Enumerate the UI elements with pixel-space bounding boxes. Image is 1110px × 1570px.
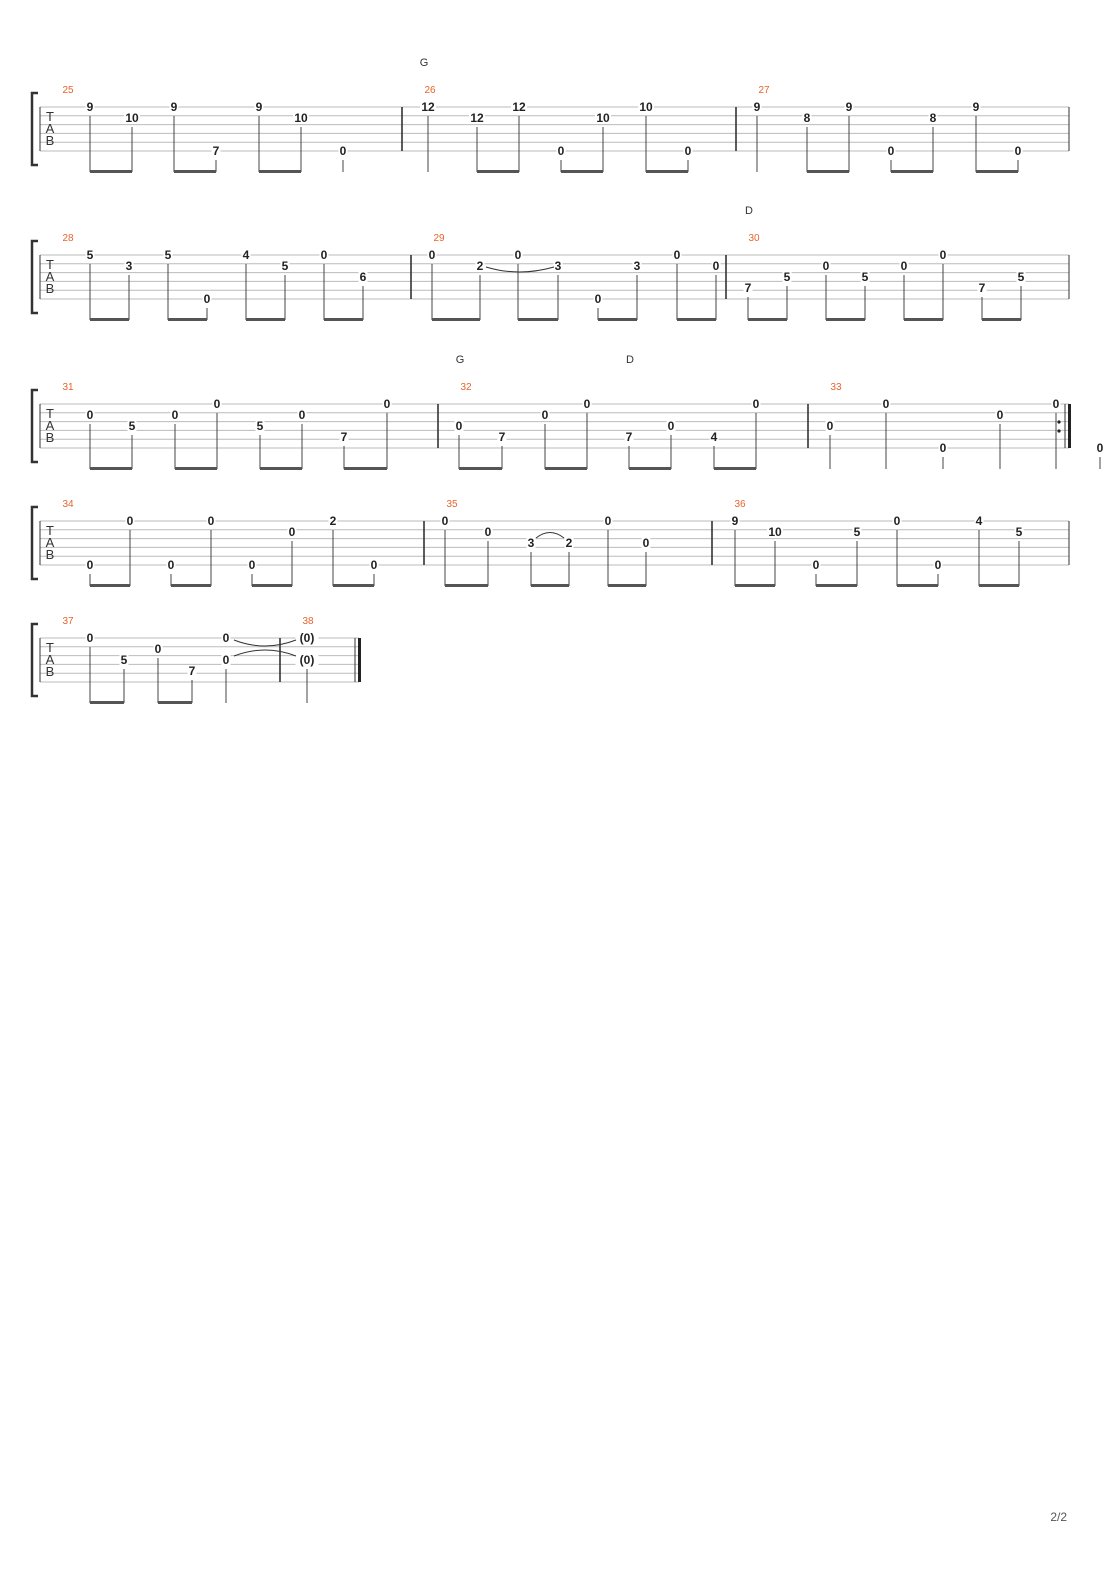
- fret-number: 5: [164, 248, 172, 262]
- tab-clef-letter: A: [45, 652, 55, 667]
- fret-number: 5: [128, 419, 136, 433]
- fret-number: 0: [207, 514, 215, 528]
- fret-number: 5: [1015, 525, 1023, 539]
- fret-number: 0: [604, 514, 612, 528]
- fret-number: 0: [1014, 144, 1022, 158]
- fret-number: 2: [476, 259, 484, 273]
- final-barline-thick: [358, 638, 361, 682]
- beam: [477, 170, 519, 173]
- fret-number: 0: [1096, 441, 1104, 455]
- fret-number: 0: [583, 397, 591, 411]
- tab-clef-letter: B: [45, 430, 55, 445]
- beam: [897, 584, 938, 587]
- beam: [90, 467, 132, 470]
- beam: [158, 701, 192, 704]
- fret-number: 4: [242, 248, 250, 262]
- system-bracket: [32, 241, 38, 313]
- tab-clef-letter: T: [46, 109, 54, 124]
- measure-number: 38: [302, 616, 314, 627]
- fret-number: 0: [939, 441, 947, 455]
- fret-number: 0: [441, 514, 449, 528]
- fret-number: 12: [512, 100, 526, 114]
- beam: [90, 584, 130, 587]
- fret-number: 5: [1017, 270, 1025, 284]
- fret-number: 9: [731, 514, 739, 528]
- beam: [518, 318, 558, 321]
- fret-number: 5: [281, 259, 289, 273]
- tab-clef-letter: A: [45, 418, 55, 433]
- fret-number: 10: [639, 100, 653, 114]
- measure-number: 30: [748, 233, 760, 244]
- tie-arc: [234, 640, 296, 646]
- fret-number: 0: [557, 144, 565, 158]
- beam: [714, 467, 756, 470]
- fret-number: 0: [248, 558, 256, 572]
- fret-number: 0: [339, 144, 347, 158]
- beam: [826, 318, 865, 321]
- fret-number: (0): [299, 653, 315, 667]
- beam: [891, 170, 933, 173]
- fret-number: 0: [484, 525, 492, 539]
- measure-number: 27: [758, 85, 770, 96]
- fret-number: 0: [86, 631, 94, 645]
- fret-number: 0: [1052, 397, 1060, 411]
- fret-number: 4: [710, 430, 718, 444]
- tab-clef-letter: B: [45, 664, 55, 679]
- fret-number: 9: [86, 100, 94, 114]
- fret-number: 0: [996, 408, 1004, 422]
- fret-number: 5: [256, 419, 264, 433]
- fret-number: 0: [893, 514, 901, 528]
- beam: [816, 584, 857, 587]
- beam: [344, 467, 387, 470]
- beam: [545, 467, 587, 470]
- fret-number: 0: [213, 397, 221, 411]
- fret-number: 0: [642, 536, 650, 550]
- chord-symbol: D: [626, 354, 634, 366]
- measure-number: 25: [62, 85, 74, 96]
- measure-number: 32: [460, 382, 472, 393]
- beam: [246, 318, 285, 321]
- fret-number: 6: [359, 270, 367, 284]
- fret-number: 0: [752, 397, 760, 411]
- measure-number: 28: [62, 233, 74, 244]
- tab-clef-letter: T: [46, 640, 54, 655]
- fret-number: 10: [596, 111, 610, 125]
- beam: [735, 584, 775, 587]
- fret-number: 0: [514, 248, 522, 262]
- beam: [531, 584, 569, 587]
- fret-number: 0: [370, 558, 378, 572]
- system-bracket: [32, 93, 38, 165]
- fret-number: 3: [633, 259, 641, 273]
- fret-number: 0: [900, 259, 908, 273]
- fret-number: 7: [625, 430, 633, 444]
- fret-number: 0: [203, 292, 211, 306]
- repeat-dot: [1057, 420, 1060, 423]
- fret-number: 2: [329, 514, 337, 528]
- fret-number: 3: [125, 259, 133, 273]
- fret-number: 0: [541, 408, 549, 422]
- fret-number: 0: [887, 144, 895, 158]
- fret-number: 7: [212, 144, 220, 158]
- fret-number: 10: [768, 525, 782, 539]
- repeat-dot: [1057, 429, 1060, 432]
- measure-number: 33: [830, 382, 842, 393]
- beam: [90, 701, 124, 704]
- fret-number: 0: [320, 248, 328, 262]
- fret-number: 0: [126, 514, 134, 528]
- tie-arc: [486, 267, 554, 272]
- fret-number: 3: [554, 259, 562, 273]
- beam: [807, 170, 849, 173]
- fret-number: 0: [222, 653, 230, 667]
- fret-number: 4: [975, 514, 983, 528]
- fret-number: 10: [125, 111, 139, 125]
- fret-number: 0: [383, 397, 391, 411]
- fret-number: 0: [86, 558, 94, 572]
- fret-number: 7: [340, 430, 348, 444]
- fret-number: 3: [527, 536, 535, 550]
- measure-number: 26: [424, 85, 436, 96]
- fret-number: 9: [255, 100, 263, 114]
- beam: [432, 318, 480, 321]
- beam: [608, 584, 646, 587]
- beam: [677, 318, 716, 321]
- fret-number: 0: [667, 419, 675, 433]
- fret-number: 5: [853, 525, 861, 539]
- fret-number: 0: [86, 408, 94, 422]
- fret-number: 0: [712, 259, 720, 273]
- fret-number: 0: [812, 558, 820, 572]
- fret-number: 10: [294, 111, 308, 125]
- tie-arc: [536, 533, 564, 539]
- tab-clef-letter: B: [45, 281, 55, 296]
- fret-number: 0: [455, 419, 463, 433]
- system-bracket: [32, 624, 38, 696]
- fret-number: 5: [861, 270, 869, 284]
- tab-clef-letter: A: [45, 121, 55, 136]
- fret-number: 0: [154, 642, 162, 656]
- fret-number: 9: [170, 100, 178, 114]
- beam: [459, 467, 502, 470]
- tab-clef-letter: B: [45, 133, 55, 148]
- fret-number: 0: [939, 248, 947, 262]
- beam: [171, 584, 211, 587]
- tab-clef-letter: A: [45, 269, 55, 284]
- tab-clef-letter: T: [46, 523, 54, 538]
- beam: [646, 170, 688, 173]
- fret-number: 9: [845, 100, 853, 114]
- fret-number: 0: [298, 408, 306, 422]
- beam: [90, 170, 132, 173]
- measure-number: 31: [62, 382, 74, 393]
- fret-number: 0: [594, 292, 602, 306]
- beam: [445, 584, 488, 587]
- fret-number: 5: [86, 248, 94, 262]
- page-number: 2/2: [1050, 1510, 1067, 1524]
- fret-number: 12: [470, 111, 484, 125]
- measure-number: 35: [446, 499, 458, 510]
- chord-symbol: D: [745, 205, 753, 217]
- beam: [598, 318, 637, 321]
- fret-number: 9: [972, 100, 980, 114]
- beam: [561, 170, 603, 173]
- measure-number: 37: [62, 616, 74, 627]
- fret-number: 7: [744, 281, 752, 295]
- fret-number: 0: [288, 525, 296, 539]
- measure-number: 29: [433, 233, 445, 244]
- beam: [90, 318, 129, 321]
- chord-symbol: G: [455, 354, 465, 366]
- fret-number: 0: [882, 397, 890, 411]
- beam: [748, 318, 787, 321]
- tab-clef-letter: A: [45, 535, 55, 550]
- beam: [979, 584, 1019, 587]
- beam: [260, 467, 302, 470]
- system-bracket: [32, 390, 38, 462]
- fret-number: 5: [120, 653, 128, 667]
- measure-number: 34: [62, 499, 74, 510]
- chord-symbol: G: [419, 57, 429, 69]
- fret-number: 0: [167, 558, 175, 572]
- fret-number: 7: [188, 664, 196, 678]
- measure-number: 36: [734, 499, 746, 510]
- beam: [168, 318, 207, 321]
- beam: [333, 584, 374, 587]
- fret-number: 2: [565, 536, 573, 550]
- fret-number: 0: [934, 558, 942, 572]
- fret-number: (0): [299, 631, 315, 645]
- fret-number: 8: [803, 111, 811, 125]
- beam: [175, 467, 217, 470]
- beam: [982, 318, 1021, 321]
- fret-number: 0: [673, 248, 681, 262]
- fret-number: 0: [826, 419, 834, 433]
- beam: [259, 170, 301, 173]
- fret-number: 5: [783, 270, 791, 284]
- fret-number: 12: [421, 100, 435, 114]
- tab-clef-letter: B: [45, 547, 55, 562]
- tab-clef-letter: T: [46, 406, 54, 421]
- fret-number: 0: [222, 631, 230, 645]
- fret-number: 7: [978, 281, 986, 295]
- fret-number: 0: [684, 144, 692, 158]
- beam: [252, 584, 292, 587]
- beam: [324, 318, 363, 321]
- beam: [629, 467, 671, 470]
- beam: [904, 318, 943, 321]
- beam: [976, 170, 1018, 173]
- system-bracket: [32, 507, 38, 579]
- fret-number: 0: [822, 259, 830, 273]
- fret-number: 8: [929, 111, 937, 125]
- fret-number: 9: [753, 100, 761, 114]
- fret-number: 7: [498, 430, 506, 444]
- fret-number: 0: [428, 248, 436, 262]
- fret-number: 0: [171, 408, 179, 422]
- beam: [174, 170, 216, 173]
- repeat-barline-thick: [1068, 404, 1071, 448]
- tab-clef-letter: T: [46, 257, 54, 272]
